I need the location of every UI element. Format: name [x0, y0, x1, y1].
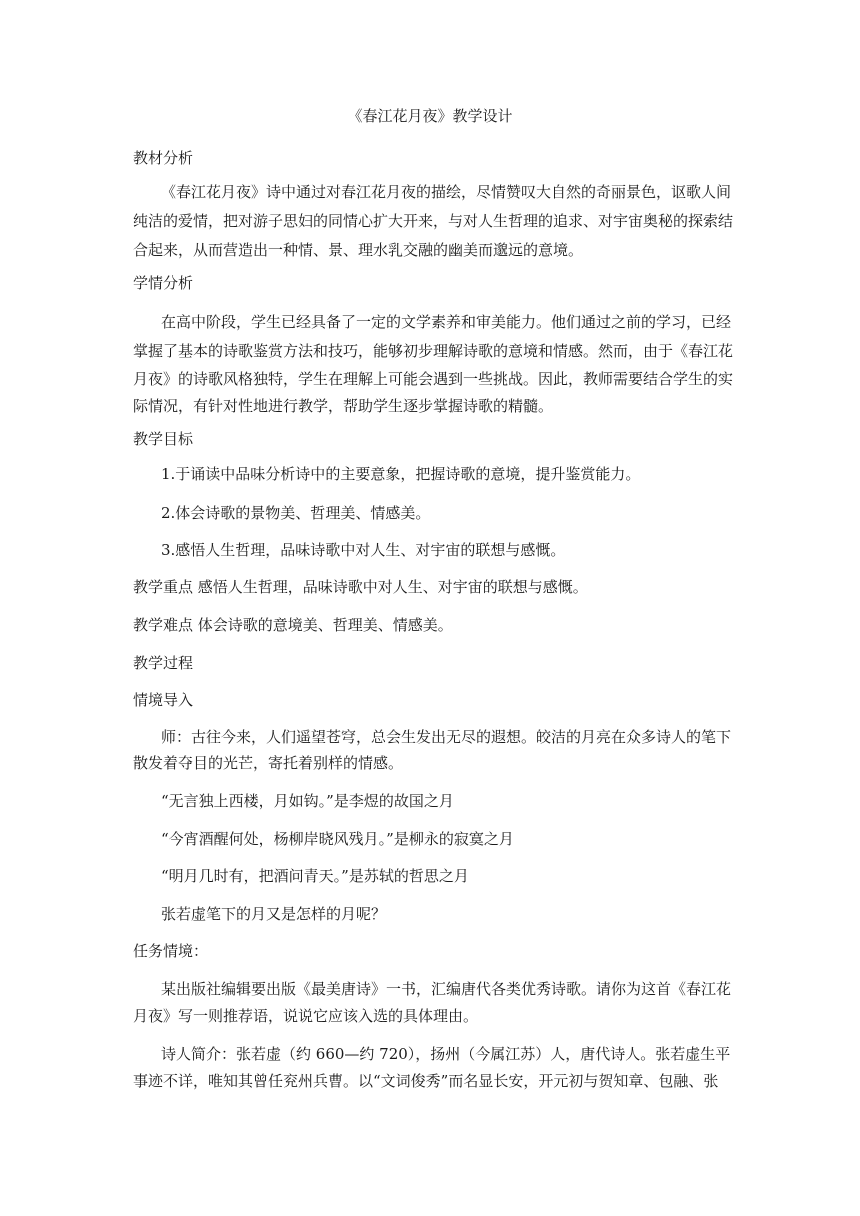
paragraph-line: 际情况，有针对性地进行教学，帮助学生逐步掌握诗歌的精髓。 [133, 397, 554, 415]
section-heading-teaching-process: 教学过程 [133, 654, 194, 672]
paragraph-line: 月夜》写一则推荐语，说说它应该入选的具体理由。 [133, 1007, 479, 1025]
goal-item: 2.体会诗歌的景物美、哲理美、情感美。 [161, 504, 431, 522]
paragraph-line: 纯洁的爱情，把对游子思妇的同情心扩大开来，与对人生哲理的追求、对宇宙奥秘的探索结 [133, 212, 734, 230]
subheading-intro: 情境导入 [133, 691, 194, 709]
difficulty-line: 教学难点 体会诗歌的意境美、哲理美、情感美。 [133, 616, 453, 634]
paragraph-line: 散发着夺目的光芒，寄托着别样的情感。 [133, 754, 404, 772]
paragraph-line: 事迹不详，唯知其曾任兖州兵曹。以“文词俊秀”而名显长安，开元初与贺知章、包融、张 [133, 1072, 719, 1090]
paragraph-line: 《春江花月夜》诗中通过对春江花月夜的描绘，尽情赞叹大自然的奇丽景色，讴歌人间 [161, 183, 732, 201]
paragraph-line: 掌握了基本的诗歌鉴赏方法和技巧，能够初步理解诗歌的意境和情感。然而，由于《春江花 [133, 342, 734, 360]
goal-item: 1.于诵读中品味分析诗中的主要意象，把握诗歌的意境，提升鉴赏能力。 [161, 465, 641, 483]
paragraph-line: 某出版社编辑要出版《最美唐诗》一书，汇编唐代各类优秀诗歌。请你为这首《春江花 [161, 980, 732, 998]
section-heading-learner-analysis: 学情分析 [133, 274, 194, 292]
paragraph-line: 师：古往今来，人们遥望苍穹，总会生发出无尽的遐想。皎洁的月亮在众多诗人的笔下 [161, 728, 732, 746]
question-line: 张若虚笔下的月又是怎样的月呢？ [161, 905, 387, 923]
document-title: 《春江花月夜》教学设计 [347, 107, 513, 125]
quote-line: “明月几时有，把酒问青天。”是苏轼的哲思之月 [161, 867, 469, 885]
subheading-task: 任务情境： [133, 942, 209, 960]
section-heading-textbook-analysis: 教材分析 [133, 149, 194, 167]
paragraph-line: 合起来，从而营造出一种情、景、理水乳交融的幽美而邈远的意境。 [133, 241, 584, 259]
quote-line: “今宵酒醒何处，杨柳岸晓风残月。”是柳永的寂寞之月 [161, 830, 514, 848]
quote-line: “无言独上西楼，月如钩。”是李煜的故国之月 [161, 792, 454, 810]
key-point-line: 教学重点 感悟人生哲理，品味诗歌中对人生、对宇宙的联想与感慨。 [133, 578, 588, 596]
paragraph-line: 月夜》的诗歌风格独特，学生在理解上可能会遇到一些挑战。因此，教师需要结合学生的实 [133, 370, 734, 388]
section-heading-teaching-goals: 教学目标 [133, 430, 194, 448]
paragraph-line: 在高中阶段，学生已经具备了一定的文学素养和审美能力。他们通过之前的学习，已经 [161, 313, 732, 331]
paragraph-line: 诗人简介：张若虚（约 660—约 720），扬州（今属江苏）人，唐代诗人。张若虚生平 [161, 1045, 731, 1063]
goal-item: 3.感悟人生哲理，品味诗歌中对人生、对宇宙的联想与感慨。 [161, 541, 566, 559]
